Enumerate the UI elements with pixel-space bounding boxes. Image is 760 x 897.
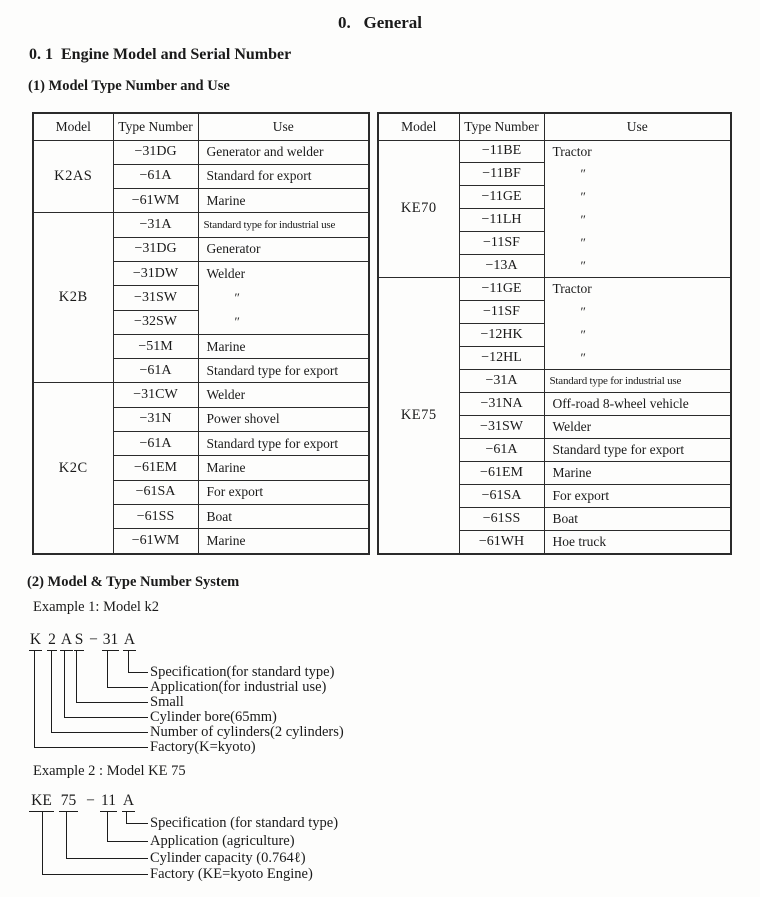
type-number-cell: −12HK — [459, 324, 544, 347]
use-cell: Welder — [544, 415, 731, 438]
example-1-diagram — [29, 630, 469, 758]
table-header-row — [33, 113, 369, 140]
diagram-connector-line — [66, 812, 67, 858]
diagram-label-cylinder-capacity: Cylinder capacity (0.764ℓ) — [150, 850, 306, 866]
type-number-cell: −31DG — [113, 237, 198, 261]
model-table-right — [377, 112, 732, 555]
use-cell: Marine — [198, 456, 369, 480]
use-cell: Marine — [544, 461, 731, 484]
use-cell: For export — [198, 480, 369, 504]
example-2-diagram — [29, 791, 469, 886]
page-title: 0. General — [337, 13, 423, 32]
diagram-connector-line — [126, 812, 127, 823]
use-cell: ″ — [198, 286, 369, 310]
use-cell: Marine — [198, 529, 369, 554]
model-cell: K2AS — [33, 140, 113, 213]
type-number-cell: −11BF — [459, 163, 544, 186]
type-number-cell: −61A — [113, 432, 198, 456]
column-header-use: Use — [544, 113, 731, 140]
use-cell: Power shovel — [198, 407, 369, 431]
use-cell: Welder — [198, 383, 369, 407]
use-cell: ″ — [544, 209, 731, 232]
code-segment: 75 — [59, 791, 78, 812]
column-header-type-number: Type Number — [459, 113, 544, 140]
code-dash: − — [86, 792, 95, 809]
table-header-row — [378, 113, 731, 140]
code-segment: K — [29, 630, 42, 651]
type-number-cell: −31A — [113, 213, 198, 237]
use-cell: Generator and welder — [198, 140, 369, 164]
diagram-label-specification: Specification (for standard type) — [150, 815, 339, 831]
use-cell: Boat — [198, 504, 369, 528]
type-number-cell: −61SS — [113, 504, 198, 528]
type-number-cell: −31A — [459, 370, 544, 393]
diagram-label-small: Small — [150, 694, 184, 710]
type-number-cell: −61A — [459, 438, 544, 461]
type-number-cell: −31SW — [113, 286, 198, 310]
type-number-cell: −61SA — [459, 484, 544, 507]
diagram-connector-line — [128, 672, 148, 673]
type-number-cell: −61EM — [113, 456, 198, 480]
diagram-connector-line — [107, 651, 108, 687]
table-row — [33, 140, 369, 164]
column-header-model: Model — [33, 113, 113, 140]
type-number-cell: −31CW — [113, 383, 198, 407]
column-header-use: Use — [198, 113, 369, 140]
type-number-cell: −61WM — [113, 189, 198, 213]
use-cell: Generator — [198, 237, 369, 261]
use-cell: Standard type for industrial use — [544, 370, 731, 393]
diagram-connector-line — [51, 651, 52, 732]
diagram-connector-line — [34, 651, 35, 747]
column-header-type-number: Type Number — [113, 113, 198, 140]
type-number-cell: −61WM — [113, 529, 198, 554]
use-cell: ″ — [198, 310, 369, 334]
diagram-label-number-of-cylinders: Number of cylinders(2 cylinders) — [150, 724, 344, 740]
type-number-cell: −31SW — [459, 415, 544, 438]
code-segment: A — [60, 630, 73, 651]
diagram-label-factory: Factory(K=kyoto) — [150, 739, 256, 755]
use-cell: Tractor — [544, 278, 731, 301]
table-row — [33, 213, 369, 237]
diagram-connector-line — [107, 841, 148, 842]
use-cell: ″ — [544, 163, 731, 186]
diagram-connector-line — [42, 874, 148, 875]
table-row — [378, 140, 731, 163]
diagram-connector-line — [34, 747, 148, 748]
code-segment: 2 — [47, 630, 57, 651]
diagram-label-specification: Specification(for standard type) — [150, 664, 335, 680]
type-number-cell: −32SW — [113, 310, 198, 334]
diagram-label-cylinder-bore: Cylinder bore(65mm) — [150, 709, 277, 725]
type-number-cell: −11SF — [459, 301, 544, 324]
model-type-tables — [32, 112, 732, 555]
code-segment: S — [74, 630, 84, 651]
use-cell: Marine — [198, 189, 369, 213]
column-header-model: Model — [378, 113, 459, 140]
type-number-cell: −31DW — [113, 261, 198, 285]
type-number-cell: −61WH — [459, 530, 544, 554]
table-row — [378, 278, 731, 301]
use-cell: Welder — [198, 261, 369, 285]
use-cell: Standard type for export — [198, 432, 369, 456]
table-row — [33, 383, 369, 407]
diagram-connector-line — [64, 651, 65, 717]
type-number-cell: −61A — [113, 164, 198, 188]
type-number-cell: −31N — [113, 407, 198, 431]
use-cell: ″ — [544, 324, 731, 347]
diagram-connector-line — [126, 823, 148, 824]
example-1-intro: Example 1: Model k2 — [33, 599, 160, 615]
type-number-cell: −12HL — [459, 347, 544, 370]
use-cell: Standard type for export — [198, 359, 369, 383]
section-1-heading: 0. 1 Engine Model and Serial Number — [29, 46, 292, 63]
use-cell: Marine — [198, 334, 369, 358]
use-cell: Standard type for industrial use — [198, 213, 369, 237]
type-number-cell: −31DG — [113, 140, 198, 164]
diagram-connector-line — [107, 687, 148, 688]
diagram-connector-line — [128, 651, 129, 672]
diagram-connector-line — [42, 812, 43, 874]
type-number-cell: −11GE — [459, 278, 544, 301]
type-number-cell: −61SS — [459, 507, 544, 530]
model-cell: K2C — [33, 383, 113, 554]
use-cell: ″ — [544, 232, 731, 255]
type-number-cell: −51M — [113, 334, 198, 358]
type-number-cell: −31NA — [459, 392, 544, 415]
use-cell: ″ — [544, 255, 731, 278]
diagram-connector-line — [66, 858, 148, 859]
type-number-cell: −11GE — [459, 186, 544, 209]
use-cell: Standard for export — [198, 164, 369, 188]
diagram-connector-line — [76, 702, 148, 703]
subsection-1-heading: (1) Model Type Number and Use — [28, 78, 230, 94]
use-cell: For export — [544, 484, 731, 507]
type-number-cell: −61SA — [113, 480, 198, 504]
type-number-cell: −61A — [113, 359, 198, 383]
example-2-intro: Example 2 : Model KE 75 — [33, 763, 186, 779]
type-number-cell: −61EM — [459, 461, 544, 484]
code-segment: KE — [29, 791, 54, 812]
diagram-label-application: Application (agriculture) — [150, 833, 295, 849]
code-segment: A — [123, 630, 136, 651]
section-2-heading: (2) Model & Type Number System — [27, 574, 240, 590]
use-cell: ″ — [544, 347, 731, 370]
use-cell: Tractor — [544, 140, 731, 163]
diagram-connector-line — [76, 651, 77, 702]
use-cell: Boat — [544, 507, 731, 530]
diagram-connector-line — [107, 812, 108, 841]
code-segment: 11 — [100, 791, 117, 812]
diagram-connector-line — [51, 732, 148, 733]
model-table-left — [32, 112, 370, 555]
diagram-label-factory: Factory (KE=kyoto Engine) — [150, 866, 313, 882]
code-segment: 31 — [102, 630, 119, 651]
use-cell: ″ — [544, 301, 731, 324]
model-cell: K2B — [33, 213, 113, 383]
diagram-label-application: Application(for industrial use) — [150, 679, 327, 695]
use-cell: ″ — [544, 186, 731, 209]
use-cell: Hoe truck — [544, 530, 731, 554]
type-number-cell: −11BE — [459, 140, 544, 163]
diagram-connector-line — [64, 717, 148, 718]
code-dash: − — [89, 631, 98, 648]
use-cell: Off-road 8-wheel vehicle — [544, 392, 731, 415]
type-number-cell: −11LH — [459, 209, 544, 232]
model-cell: KE75 — [378, 278, 459, 554]
use-cell: Standard type for export — [544, 438, 731, 461]
type-number-cell: −11SF — [459, 232, 544, 255]
code-segment: A — [122, 791, 135, 812]
model-cell: KE70 — [378, 140, 459, 278]
type-number-cell: −13A — [459, 255, 544, 278]
